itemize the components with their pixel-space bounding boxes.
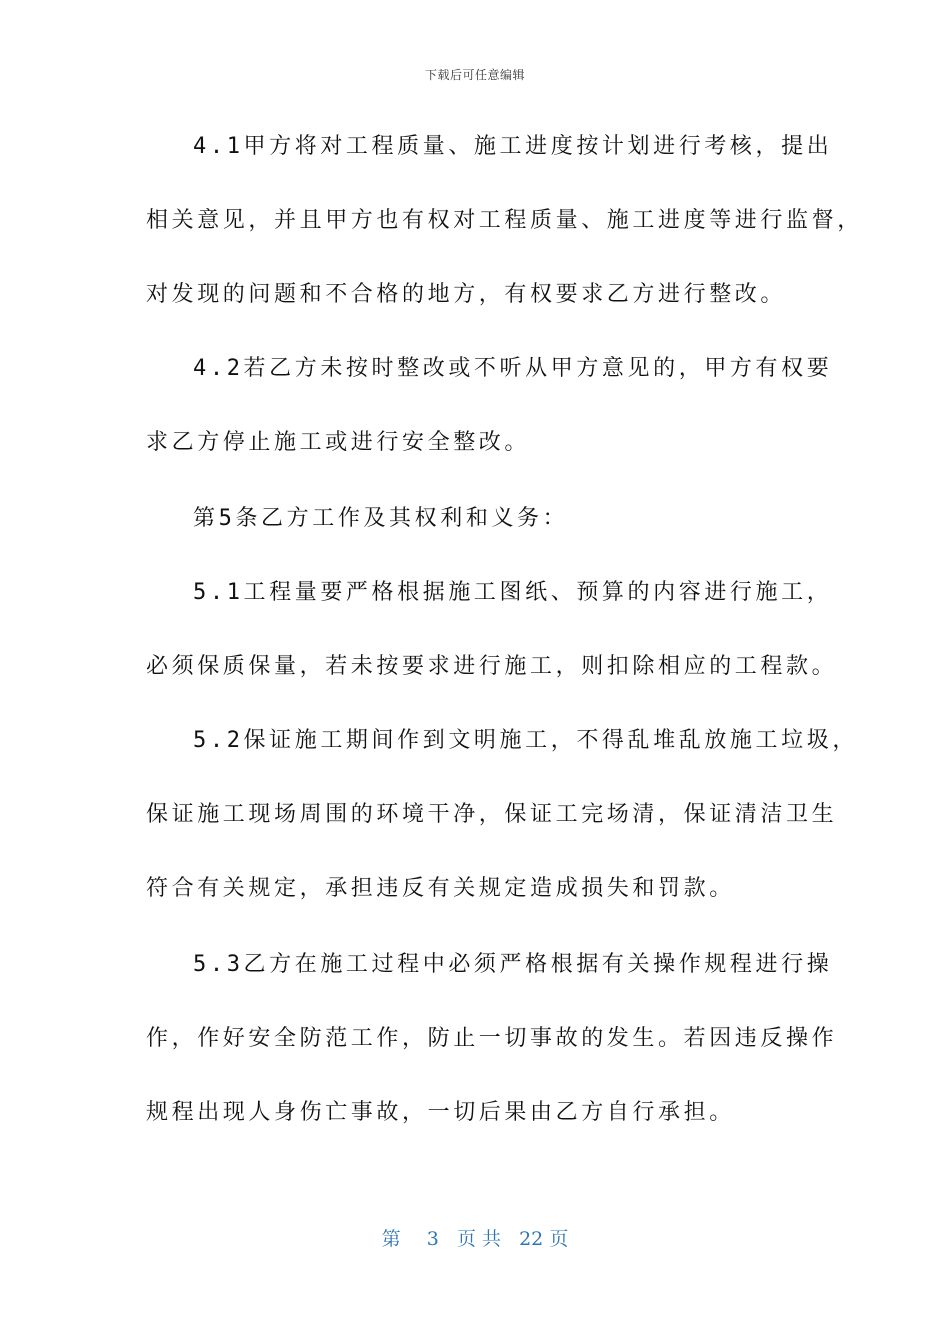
paragraph-line: 规程出现人身伤亡事故，一切后果由乙方自行承担。 [146,1100,735,1125]
current-page: 3 [426,1228,439,1250]
footer-suffix: 页 [549,1228,569,1250]
paragraph-line: 符合有关规定，承担违反有关规定造成损失和罚款。 [146,876,735,901]
page-number-footer [0,1224,950,1251]
paragraph-line: 对发现的问题和不合格的地方，有权要求乙方进行整改。 [146,282,787,307]
paragraph-line: 保证施工现场周围的环境干净，保证工完场清，保证清洁卫生 [146,802,838,827]
paragraph-line: 相关意见，并且甲方也有权对工程质量、施工进度等进行监督， [146,208,863,233]
total-pages: 22 [519,1228,544,1250]
paragraph-line: 求乙方停止施工或进行安全整改。 [146,430,531,455]
paragraph-line: 4.2若乙方未按时整改或不听从甲方意见的，甲方有权要 [193,356,833,381]
footer-middle: 页 共 [456,1228,501,1250]
paragraph-line: 5.1工程量要严格根据施工图纸、预算的内容进行施工， [193,580,833,605]
paragraph-line: 必须保质保量，若未按要求进行施工，则扣除相应的工程款。 [146,654,838,679]
paragraph-line: 5.3乙方在施工过程中必须严格根据有关操作规程进行操 [193,952,833,977]
header-note: 下载后可任意编辑 [424,68,525,82]
paragraph-line: 4.1甲方将对工程质量、施工进度按计划进行考核，提出 [193,134,833,159]
paragraph-line: 5.2保证施工期间作到文明施工，不得乱堆乱放施工垃圾， [193,728,858,753]
paragraph-line: 作，作好安全防范工作，防止一切事故的发生。若因违反操作 [146,1026,838,1051]
section-heading: 第5条乙方工作及其权利和义务： [193,506,569,531]
footer-prefix: 第 [381,1228,401,1250]
